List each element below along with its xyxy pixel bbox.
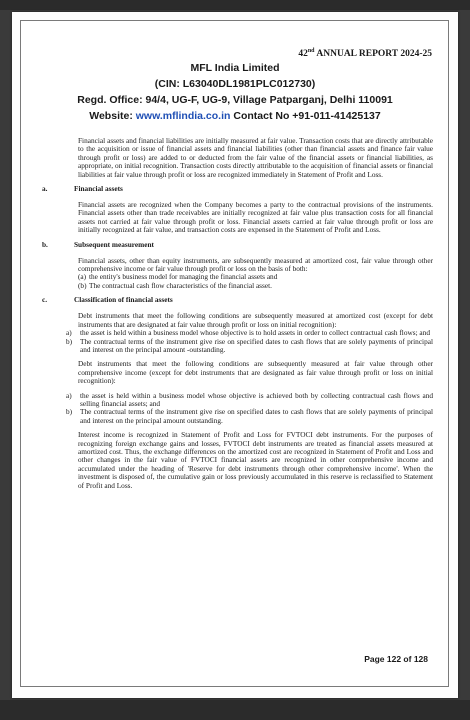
list-marker: b) [66,336,73,346]
list-text: the asset is held within a business model whose objective is achieved both by collecting contractual cash flows and selling financial assets; and [80,390,433,408]
list-item [66,408,433,425]
section-heading-c [38,296,433,305]
report-ordinal-suffix: nd [307,48,315,54]
section-letter: c. [42,295,48,305]
list-marker: a) [66,328,72,338]
section-c-paragraph-1: Debt instruments that meet the following conditions are subsequently measured at amortized cost (except for debt instruments that are designated at fair value through profit or loss on initial recognition): [78,311,433,329]
section-c-list-2 [66,392,433,426]
list-text: the entity's business model for managing the financial assets and [89,272,278,282]
section-a-paragraph: Financial assets are recognized when the Company becomes a party to the contractual provisions of the instruments. Financial assets other than trade receivables are initially recognized at fair value plus transaction costs for all financial assets not carried at fair value through profit or loss. Financial assets carried at fair value through profit or loss are initially recognized at fair value, and transaction costs are expensed in the Statement of Profit and Loss. [78,200,433,235]
contact-number: Contact No +91-011-41425137 [230,110,381,122]
list-item [66,338,433,355]
section-heading-a [38,185,433,194]
current-page: 122 [386,654,402,664]
list-marker: a) [66,390,72,400]
list-text: The contractual terms of the instrument give rise on specified dates to cash flows that are solely payments of principal and interest on the principal amount outstanding. [80,407,433,425]
viewer-bottom-bar [0,700,470,720]
document-body [38,137,433,496]
list-marker: (a) [78,272,87,282]
page-label: Page [364,654,387,664]
section-heading-b [38,241,433,250]
page-number [364,654,428,664]
section-b-list [78,273,433,290]
section-letter: b. [42,239,48,249]
annual-report-title [298,48,432,59]
section-c-paragraph-3: Interest income is recognized in Statement of Profit and Loss for FVTOCI debt instruments. For the purposes of recognizing foreign exchange gains and losses, FVTOCI debt instruments are treated as financial assets measured at amortized cost. Thus, the exchange differences on the amortized cost are recognized in Statement of Profit and Loss and other changes in the fair value of FVTOCI financial assets are recognized in other comprehensive income and accumulated under the heading of 'Reserve for debt instruments through other comprehensive income'. When the investment is disposed of, the cumulative gain or loss previously accumulated in this reserve is reclassified to Statement of Profit and Loss. [78,430,433,490]
report-title-text: ANNUAL REPORT 2024-25 [314,49,432,60]
list-text: The contractual cash flow characteristics of the financial asset. [89,280,272,290]
viewer-top-bar [0,0,470,10]
page-of: of [401,654,414,664]
document-page [12,12,458,698]
list-item [66,392,433,409]
website-contact-line [32,110,438,122]
website-link[interactable]: www.mflindia.co.in [135,110,231,122]
section-title: Subsequent measurement [74,239,154,249]
section-c-list-1 [66,329,433,354]
section-c-paragraph-2: Debt instruments that meet the following conditions are subsequently measured at fair value through other comprehensive income (except for debt instruments that are designated as fair value through profit or loss on initial recognition): [78,359,433,386]
list-marker: (b) [78,280,87,290]
intro-paragraph: Financial assets and financial liabilities are initially measured at fair value. Transaction costs that are directly attributable to the acquisition or issue of financial assets and financial liabilities (other than financial assets and finance fair value through profit or loss) are added to or deducted from the fair value of the financial assets or financial liabilities, as appropriate, on initial recognition. Transaction costs directly attributable to the acquisition of financial assets or financial liabilities at fair value through profit or loss are recognized immediately in Statement of Profit and Loss. [78,136,433,179]
website-label: Website: [89,110,136,122]
section-b-paragraph: Financial assets, other than equity instruments, are subsequently measured at amortized cost, fair value through other comprehensive income or fair value through profit or loss on the basis of both: [78,255,433,274]
section-title: Classification of financial assets [74,295,173,305]
section-letter: a. [42,184,48,194]
total-pages: 128 [413,654,428,664]
list-text: The contractual terms of the instrument give rise on specified dates to cash flows that are solely payments of principal and interest on the principal amount -outstanding. [80,336,433,354]
company-name: MFL India Limited [190,62,280,74]
registered-office: Regd. Office: 94/4, UG-F, UG-9, Village Patparganj, Delhi 110091 [77,94,393,106]
company-cin: (CIN: L63040DL1981PLC012730) [154,78,316,90]
list-marker: b) [66,407,73,417]
list-item [78,282,433,290]
report-number: 42 [298,49,308,60]
section-title: Financial assets [74,184,123,194]
list-text: the asset is held within a business model whose objective is to hold assets in order to collect contractual cash flows; and [80,328,430,338]
